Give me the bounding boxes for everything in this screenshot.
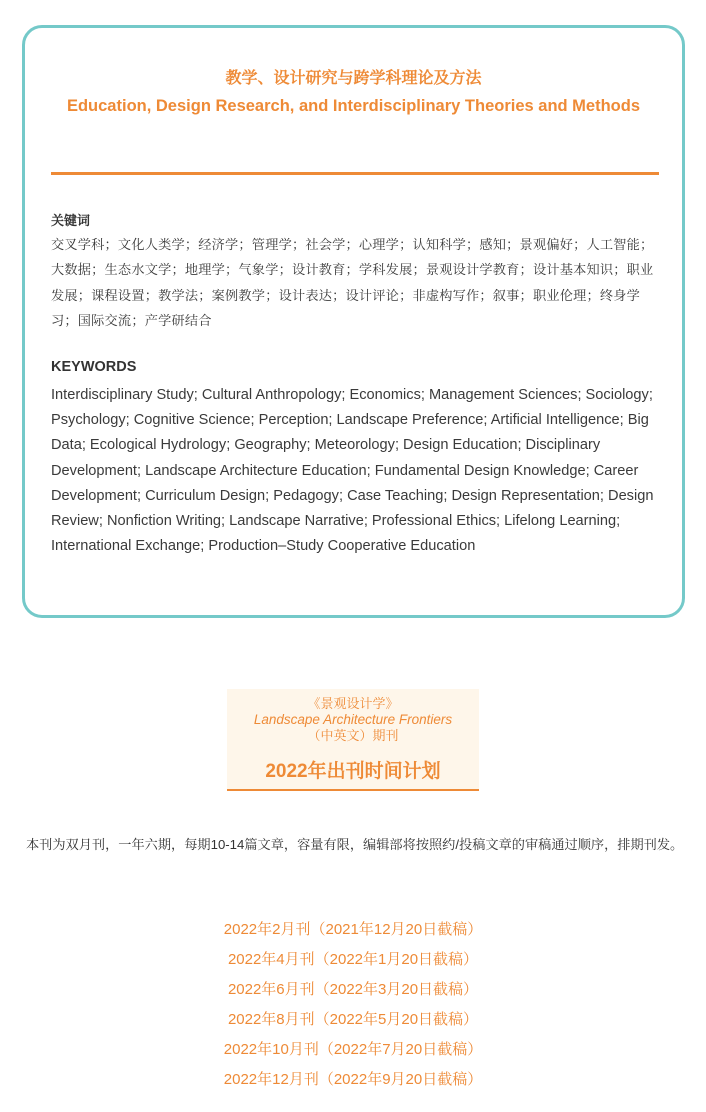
schedule-list [0, 915, 706, 1095]
keywords-zh: 交叉学科；文化人类学；经济学；管理学；社会学；心理学；认知科学；感知；景观偏好；人工智能；大数据；生态水文学；地理学；气象学；设计教育；学科发展；景观设计学教育；设计基本知识；职业发展；课程设置；教学法；案例教学；设计表达；设计评论；非虚构写作；叙事；职业伦理；终身学习；国际交流；产学研结合 [51, 237, 654, 328]
schedule-title: 2022年出刊时间计划 [265, 761, 441, 782]
schedule-item: 2022年2月刊（2021年12月20日截稿） [223, 921, 483, 938]
journal-name-en: Landscape Architecture Frontiers [253, 712, 453, 727]
journal-name-zh: 《景观设计学》 [307, 696, 399, 711]
section-title-zh: 教学、设计研究与跨学科理论及方法 [225, 70, 482, 87]
title-divider [51, 172, 659, 175]
keywords-en: Interdisciplinary Study; Cultural Anthropology; Economics; Management Sciences; Sociology; Psychology; Cognitive Science; Perception; Landscape Preference; Artificial Intelligence; Big Data; Ecological Hydrology; Geography; Meteorology; Design Education; Disciplinary Development; Landscape Architecture Education; Fundamental Design Knowledge; Career Development; Curriculum Design; Pedagogy; Case Teaching; Design Representation; Design Review; Nonfiction Writing; Landscape Narrative; Professional Ethics; Lifelong Learning; International Exchange; Production–Study Cooperative Education [51, 387, 654, 555]
journal-edition: （中英文）期刊 [307, 728, 399, 743]
schedule-title-underline [227, 789, 479, 791]
section-card [22, 25, 685, 618]
keywords-zh-heading: 关键词 [51, 213, 91, 228]
schedule-item: 2022年4月刊（2022年1月20日截稿） [227, 951, 479, 968]
section-title-en: Education, Design Research, and Interdisciplinary Theories and Methods [66, 97, 641, 115]
schedule-item: 2022年12月刊（2022年9月20日截稿） [223, 1071, 483, 1088]
journal-title-box [227, 689, 479, 789]
schedule-item: 2022年6月刊（2022年3月20日截稿） [227, 981, 479, 998]
schedule-item: 2022年10月刊（2022年7月20日截稿） [223, 1041, 483, 1058]
intro-paragraph: 本刊为双月刊，一年六期，每期10-14篇文章，容量有限，编辑部将按照约/投稿文章的审稿通过顺序，排期刊发。 [26, 837, 684, 852]
keywords-en-heading: KEYWORDS [51, 359, 137, 375]
schedule-item: 2022年8月刊（2022年5月20日截稿） [227, 1011, 479, 1028]
